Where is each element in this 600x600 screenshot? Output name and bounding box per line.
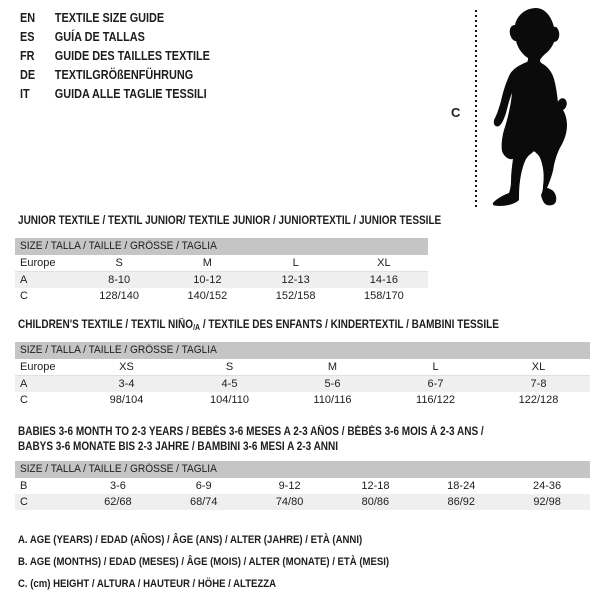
legend-line-text: B. AGE (MONTHS) / EDAD (MESES) / ÂGE (MOIS) / ALTER (MONATE) / ETÀ (MESI)	[18, 556, 390, 568]
language-code: ES	[20, 30, 35, 44]
size-cell: 12-13	[281, 274, 310, 286]
legend-line	[18, 573, 445, 595]
language-row	[20, 85, 210, 104]
size-cell: S	[115, 257, 123, 269]
section-title	[18, 440, 590, 455]
section-title-text	[18, 214, 441, 229]
section-title	[18, 425, 590, 440]
language-code: FR	[20, 49, 35, 63]
language-row	[20, 47, 210, 66]
size-cell: 86/92	[447, 496, 475, 508]
title-text-part: BABYS 3-6 MONATE BIS 2-3 JAHRE / BAMBINI 3-6 MESI A 2-3 ANNI	[18, 441, 339, 453]
size-cell: 104/110	[210, 394, 249, 406]
size-cell: 10-12	[193, 274, 222, 286]
size-header-text: SIZE / TALLA / TAILLE / GRÖSSE / TAGLIA	[20, 344, 217, 356]
size-table	[15, 238, 428, 304]
size-cell: 80/86	[361, 496, 390, 508]
row-label: C	[20, 290, 28, 302]
row-label: B	[20, 480, 28, 492]
language-row	[20, 9, 210, 28]
size-cell: 14-16	[369, 274, 398, 286]
junior-textile-section	[15, 214, 442, 304]
table-row	[15, 288, 428, 304]
children-textile-section	[15, 318, 590, 408]
size-cell: XL	[377, 257, 391, 269]
babies-textile-section	[15, 425, 590, 510]
title-text-part: BABIES 3-6 MONTH TO 2-3 YEARS / BEBÉS 3-6 MESES A 2-3 AÑOS / BÉBÉS 3-6 MOIS À 2-3 ANS /	[18, 426, 484, 438]
section-title-text	[18, 425, 484, 440]
size-cell: M	[327, 361, 338, 373]
size-table	[15, 461, 590, 510]
size-cell: 62/68	[104, 496, 132, 508]
size-cell: 8-10	[108, 274, 131, 286]
section-title-text	[18, 440, 338, 455]
size-header-bar	[15, 342, 590, 359]
language-code: DE	[20, 68, 36, 82]
size-cell: 6-9	[195, 480, 212, 492]
legend-line	[18, 529, 445, 551]
size-cell: L	[292, 257, 299, 269]
language-label: TEXTILGRÖßENFÜHRUNG	[54, 68, 194, 82]
language-label: GUIDA ALLE TAGLIE TESSILI	[54, 87, 207, 101]
language-row	[20, 28, 210, 47]
size-cell: 24-36	[533, 480, 562, 492]
size-header-bar	[15, 238, 428, 255]
table-row	[15, 376, 590, 392]
legend-line-text: A. AGE (YEARS) / EDAD (AÑOS) / ÂGE (ANS) / ALTER (JAHRE) / ETÀ (ANNI)	[18, 534, 363, 546]
baby-silhouette-icon	[483, 6, 583, 206]
height-measure-dotted-line	[475, 10, 477, 208]
language-label: GUIDE DES TAILLES TEXTILE	[54, 49, 210, 63]
size-cell: XS	[119, 361, 134, 373]
size-cell: 74/80	[275, 496, 304, 508]
table-row	[15, 359, 590, 376]
language-guide-list	[20, 9, 238, 104]
table-row	[15, 478, 590, 494]
size-cell: S	[225, 361, 234, 373]
size-cell: 4-5	[221, 378, 238, 390]
size-cell: 152/158	[275, 290, 316, 302]
legend-line-text: C. (cm) HEIGHT / ALTURA / HAUTEUR / HÖHE / ALTEZZA	[18, 578, 277, 590]
size-cell: M	[202, 257, 212, 269]
section-title	[18, 318, 590, 333]
language-code: EN	[20, 11, 36, 25]
size-table	[15, 342, 590, 408]
size-cell: 6-7	[427, 378, 444, 390]
title-subscript: /A	[193, 323, 201, 332]
height-measure-label: C	[451, 105, 461, 120]
row-label: C	[20, 394, 28, 406]
size-cell: 9-12	[278, 480, 301, 492]
size-cell: 92/98	[533, 496, 561, 508]
size-header-text: SIZE / TALLA / TAILLE / GRÖSSE / TAGLIA	[20, 463, 217, 475]
language-code: IT	[20, 87, 30, 101]
size-cell: 3-6	[109, 480, 126, 492]
size-header-text: SIZE / TALLA / TAILLE / GRÖSSE / TAGLIA	[20, 240, 217, 252]
size-cell: 128/140	[99, 290, 139, 302]
size-cell: 116/122	[416, 394, 455, 406]
title-text-part: CHILDREN'S TEXTILE / TEXTIL NIÑO	[18, 319, 194, 331]
size-cell: 12-18	[361, 480, 390, 492]
table-row	[15, 272, 428, 288]
size-cell: 122/128	[518, 394, 559, 406]
title-text-part: JUNIOR TEXTILE / TEXTIL JUNIOR/ TEXTILE JUNIOR / JUNIORTEXTIL / JUNIOR TESSILE	[18, 215, 442, 227]
table-row	[15, 392, 590, 408]
size-cell: 110/116	[313, 394, 352, 406]
section-title-text	[18, 318, 499, 335]
size-cell: 7-8	[530, 378, 547, 390]
size-header-bar	[15, 461, 590, 478]
measurement-legend	[18, 529, 445, 595]
row-label: C	[20, 496, 28, 508]
row-label: A	[20, 378, 28, 390]
size-cell: 18-24	[447, 480, 476, 492]
section-title	[18, 214, 442, 229]
size-cell: 98/104	[109, 394, 144, 406]
size-cell: 5-6	[324, 378, 341, 390]
size-cell: 3-4	[118, 378, 135, 390]
title-text-part: / TEXTILE DES ENFANTS / KINDERTEXTIL / BAMBINI TESSILE	[200, 319, 499, 331]
size-cell: 158/170	[363, 290, 404, 302]
size-cell: 68/74	[189, 496, 218, 508]
size-cell: L	[432, 361, 439, 373]
legend-line	[18, 551, 445, 573]
row-label: A	[20, 274, 28, 286]
table-row	[15, 255, 428, 272]
language-row	[20, 66, 210, 85]
size-cell: XL	[531, 361, 546, 373]
language-label: TEXTILE SIZE GUIDE	[54, 11, 165, 25]
row-label: Europe	[20, 361, 56, 373]
size-cell: 140/152	[187, 290, 228, 302]
table-row	[15, 494, 590, 510]
language-label: GUÍA DE TALLAS	[54, 30, 145, 44]
row-label: Europe	[20, 257, 56, 269]
